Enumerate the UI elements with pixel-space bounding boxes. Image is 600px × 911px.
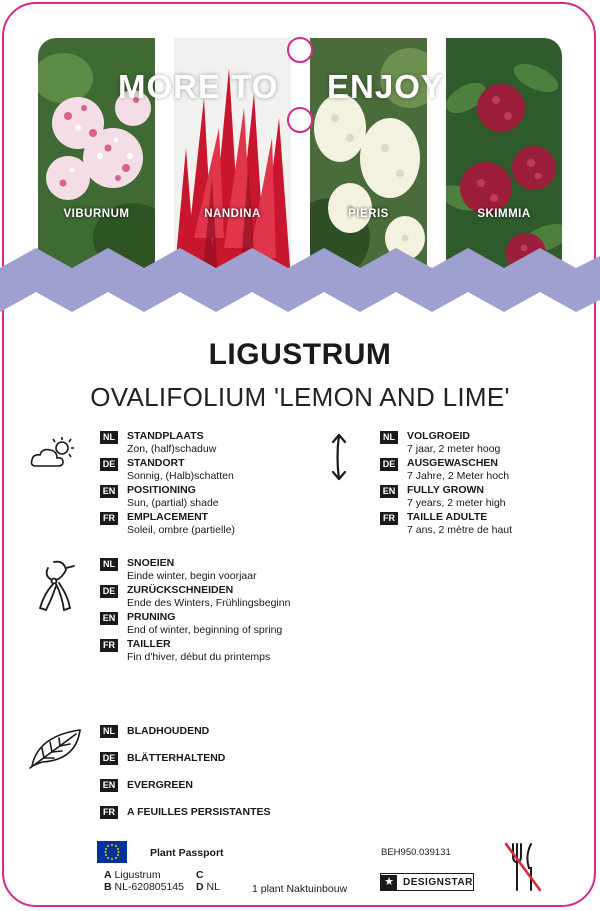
lang-flag: NL [380, 431, 398, 444]
lang-flag: FR [380, 512, 398, 525]
position-block [100, 430, 235, 538]
pruning-text: End of winter, beginning of spring [127, 623, 283, 636]
passport-code: BEH950.039131 [381, 847, 451, 858]
headline-right: ENJOY [327, 68, 444, 105]
position-text: Sun, (partial) shade [127, 496, 219, 509]
lang-flag: EN [380, 485, 398, 498]
hanger-hole-bottom [287, 107, 313, 133]
eu-flag-icon [97, 841, 127, 863]
passport-key-d: D [196, 881, 204, 893]
plant-genus: LIGUSTRUM [208, 338, 392, 371]
passport-line-d [196, 881, 220, 893]
lang-flag: FR [100, 639, 118, 652]
foliage-row-nl [100, 724, 271, 738]
lang-flag: FR [100, 806, 118, 819]
growth-heading: VOLGROEID [407, 430, 471, 442]
growth-text: 7 ans, 2 mètre de haut [407, 523, 513, 536]
position-row-fr [100, 511, 235, 536]
position-row-de [100, 457, 235, 482]
growth-text: 7 years, 2 meter high [407, 496, 506, 509]
foliage-heading: BLÄTTERHALTEND [127, 752, 226, 764]
pruning-shears-icon [34, 558, 78, 614]
growth-text: 7 Jahre, 2 Meter hoch [407, 469, 510, 482]
passport-key-b: B [104, 881, 112, 893]
leaf-icon [28, 726, 88, 770]
lang-flag: DE [380, 458, 398, 471]
position-text: Sonnig, (Halb)schatten [127, 469, 234, 482]
growth-heading: AUSGEWASCHEN [407, 457, 499, 469]
position-text: Zon, (half)schaduw [127, 442, 217, 455]
passport-key-a: A [104, 869, 112, 881]
growth-heading: FULLY GROWN [407, 484, 485, 496]
plant-passport-title: Plant Passport [150, 847, 224, 859]
passport-line-c [196, 869, 204, 881]
photo-label: PIERIS [348, 208, 389, 220]
zigzag-band [0, 238, 600, 328]
pruning-heading: PRUNING [127, 611, 176, 623]
designstar-badge [380, 873, 474, 891]
lang-flag: EN [100, 485, 118, 498]
lang-flag: DE [100, 458, 118, 471]
position-row-nl [100, 430, 235, 455]
position-heading: EMPLACEMENT [127, 511, 209, 523]
lang-flag: FR [100, 512, 118, 525]
passport-key-c: C [196, 869, 204, 881]
foliage-row-fr [100, 805, 271, 819]
foliage-block [100, 724, 271, 832]
photo-label: VIBURNUM [63, 208, 130, 220]
pruning-row-en [100, 611, 290, 636]
growth-text: 7 jaar, 2 meter hoog [407, 442, 501, 455]
passport-line-b [104, 881, 184, 893]
foliage-row-en [100, 778, 271, 792]
pruning-text: Fin d'hiver, début du printemps [127, 650, 271, 663]
passport-line-a [104, 869, 161, 881]
lang-flag: DE [100, 585, 118, 598]
headline-left: MORE TO [118, 68, 279, 105]
foliage-heading: EVERGREEN [127, 779, 193, 791]
hanger-hole-top [287, 37, 313, 63]
pruning-row-nl [100, 557, 290, 582]
pruning-text: Ende des Winters, Frühlingsbeginn [127, 596, 291, 609]
pruning-row-fr [100, 638, 290, 663]
double-arrow-icon [328, 432, 350, 482]
passport-value-d: NL [206, 881, 220, 893]
lang-flag: DE [100, 752, 118, 765]
growth-row-nl [380, 430, 512, 455]
pruning-block [100, 557, 290, 665]
position-row-en [100, 484, 235, 509]
pruning-row-de [100, 584, 290, 609]
foliage-row-de [100, 751, 271, 765]
growth-row-fr [380, 511, 512, 536]
photo-label: NANDINA [204, 208, 261, 220]
pruning-heading: ZURÜCKSCHNEIDEN [127, 584, 234, 596]
lang-flag: NL [100, 558, 118, 571]
growth-heading: TAILLE ADULTE [407, 511, 488, 523]
position-heading: STANDPLAATS [127, 430, 204, 442]
position-text: Soleil, ombre (partielle) [127, 523, 235, 536]
lang-flag: NL [100, 431, 118, 444]
growth-block [380, 430, 512, 538]
foliage-heading: A FEUILLES PERSISTANTES [127, 806, 271, 818]
passport-value-b: NL-620805145 [114, 881, 184, 893]
no-cutlery-icon [503, 840, 543, 894]
pruning-heading: TAILLER [127, 638, 171, 650]
lang-flag: NL [100, 725, 118, 738]
photo-label: SKIMMIA [477, 208, 531, 220]
plant-species: OVALIFOLIUM 'LEMON AND LIME' [90, 382, 510, 412]
passport-note: 1 plant Naktuinbouw [252, 883, 348, 895]
pruning-heading: SNOEIEN [127, 557, 175, 569]
pruning-text: Einde winter, begin voorjaar [127, 569, 257, 582]
lang-flag: EN [100, 612, 118, 625]
passport-value-a: Ligustrum [114, 869, 161, 881]
growth-row-de [380, 457, 512, 482]
position-heading: POSITIONING [127, 484, 196, 496]
position-heading: STANDORT [127, 457, 185, 469]
designstar-label: DESIGNSTAR [403, 876, 473, 888]
sun-cloud-icon [30, 436, 78, 472]
growth-row-en [380, 484, 512, 509]
foliage-heading: BLADHOUDEND [127, 725, 210, 737]
star-icon: ★ [381, 875, 397, 890]
lang-flag: EN [100, 779, 118, 792]
